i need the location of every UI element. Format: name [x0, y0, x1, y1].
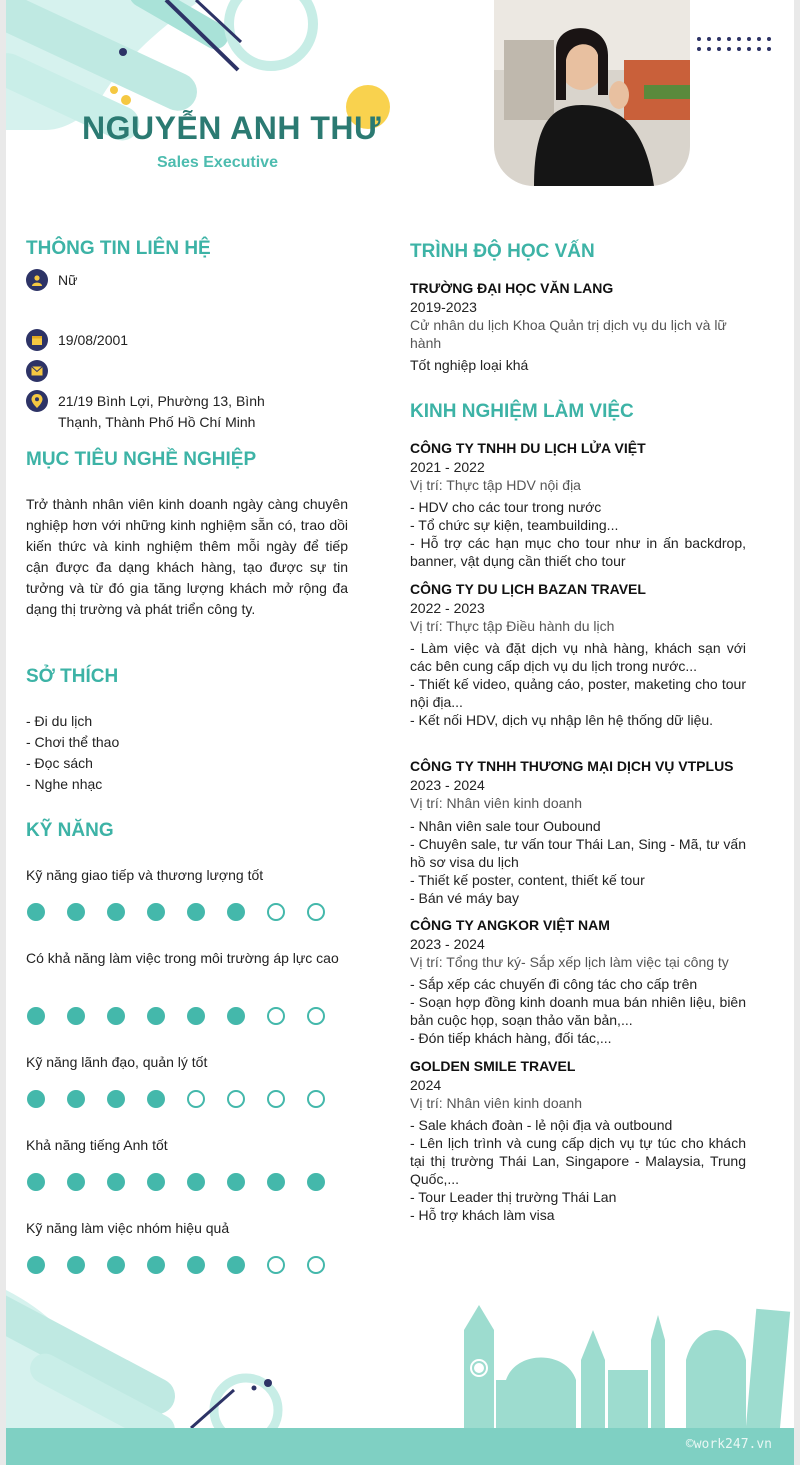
- company-name: CÔNG TY DU LỊCH BAZAN TRAVEL: [410, 581, 646, 597]
- education-title: TRÌNH ĐỘ HỌC VẤN: [410, 241, 595, 262]
- contact-email: [26, 361, 48, 382]
- job-years: 2021 - 2022: [410, 459, 485, 475]
- skill-label: Kỹ năng lãnh đạo, quản lý tốt: [26, 1054, 208, 1070]
- rating-dot-empty: [267, 903, 285, 921]
- job-years: 2022 - 2023: [410, 600, 485, 616]
- birthday-value: 19/08/2001: [58, 332, 129, 348]
- rating-dot-empty: [187, 1090, 205, 1108]
- contact-title: THÔNG TIN LIÊN HỆ: [26, 238, 211, 259]
- rating-dot-empty: [307, 1007, 325, 1025]
- rating-dot-filled: [107, 1007, 125, 1025]
- company-name: CÔNG TY ANGKOR VIỆT NAM: [410, 917, 610, 933]
- gender-value: Nữ: [58, 272, 78, 288]
- objective-text: Trở thành nhân viên kinh doanh ngày càng chuyên nghiệp hơn với những kinh nghiệm sẵn có, trao dồi kiến thức và kinh nghiệm thêm mỗi ngày để tiếp cận được đa dạng khách hàng, tạo được sự tin tưởng và từ đó gia tăng lượng khách mở rộng đa dạng thị trường và phát triển công ty.: [26, 496, 348, 617]
- rating-dot-empty: [227, 1090, 245, 1108]
- job-bullet: - Sắp xếp các chuyến đi công tác cho cấp trên: [410, 976, 698, 992]
- job-bullet: - Chuyên sale, tư vấn tour Thái Lan, Sing - Mã, tư vấn hồ sơ visa du lịch: [410, 836, 746, 870]
- rating-dot-filled: [307, 1173, 325, 1191]
- rating-dot-empty: [267, 1256, 285, 1274]
- job-years: 2024: [410, 1077, 442, 1093]
- skill-label: Có khả năng làm việc trong môi trường áp lực cao: [26, 950, 339, 966]
- school-years: 2019-2023: [410, 299, 477, 315]
- rating-dot-filled: [147, 1090, 165, 1108]
- job-bullet: - Thiết kế poster, content, thiết kế tour: [410, 872, 645, 888]
- mail-icon: [26, 360, 48, 382]
- watermark: ©work247.vn: [685, 1437, 772, 1452]
- rating-dot-filled: [27, 903, 45, 921]
- rating-dot-filled: [227, 903, 245, 921]
- job-bullet: - Đón tiếp khách hàng, đối tác,...: [410, 1030, 612, 1046]
- rating-dot-filled: [27, 1173, 45, 1191]
- rating-dot-filled: [67, 903, 85, 921]
- rating-dot-filled: [187, 903, 205, 921]
- rating-dot-filled: [67, 1173, 85, 1191]
- job-position: Vị trí: Nhân viên kinh doanh: [410, 1095, 582, 1111]
- job-bullet: - HDV cho các tour trong nước: [410, 499, 602, 515]
- skills-title: KỸ NĂNG: [26, 820, 114, 841]
- rating-dot-empty: [307, 1256, 325, 1274]
- rating-dot-filled: [227, 1173, 245, 1191]
- job-entry: [410, 439, 746, 570]
- job-bullet: - Bán vé máy bay: [410, 890, 519, 906]
- skill-rating: [27, 1173, 347, 1191]
- rating-dot-filled: [147, 1256, 165, 1274]
- job-position: Vị trí: Thực tập HDV nội địa: [410, 477, 581, 493]
- hobby-item: - Nghe nhạc: [26, 776, 103, 792]
- contact-gender: [26, 270, 77, 291]
- rating-dot-filled: [227, 1256, 245, 1274]
- rating-dot-empty: [267, 1007, 285, 1025]
- contact-address: [26, 391, 356, 433]
- experience-title: KINH NGHIỆM LÀM VIỆC: [410, 401, 634, 422]
- rating-dot-filled: [27, 1090, 45, 1108]
- job-years: 2023 - 2024: [410, 777, 485, 793]
- hobby-item: - Đọc sách: [26, 755, 93, 771]
- rating-dot-filled: [107, 1173, 125, 1191]
- job-position: Vị trí: Thực tập Điều hành du lịch: [410, 618, 615, 634]
- job-entry: [410, 757, 746, 907]
- job-bullet: - Nhân viên sale tour Oubound: [410, 818, 601, 834]
- skill-label: Khả năng tiếng Anh tốt: [26, 1137, 168, 1153]
- rating-dot-filled: [107, 903, 125, 921]
- user-icon: [26, 269, 48, 291]
- hobbies-list: [26, 711, 119, 795]
- rating-dot-empty: [267, 1090, 285, 1108]
- objective-title: MỤC TIÊU NGHỀ NGHIỆP: [26, 449, 257, 470]
- contact-birthday: [26, 330, 128, 351]
- calendar-icon: [26, 329, 48, 351]
- rating-dot-filled: [107, 1256, 125, 1274]
- skill-label: Kỹ năng giao tiếp và thương lượng tốt: [26, 867, 264, 883]
- address-value: 21/19 Bình Lợi, Phường 13, Bình Thạnh, Thành Phố Hồ Chí Minh: [58, 393, 265, 430]
- rating-dot-filled: [67, 1090, 85, 1108]
- degree: Cử nhân du lịch Khoa Quản trị dịch vụ du lịch và lữ hành: [410, 317, 727, 351]
- rating-dot-filled: [27, 1007, 45, 1025]
- company-name: CÔNG TY TNHH DU LỊCH LỬA VIỆT: [410, 440, 646, 456]
- rating-dot-filled: [267, 1173, 285, 1191]
- rating-dot-empty: [307, 903, 325, 921]
- job-bullet: - Thiết kế video, quảng cáo, poster, maketing cho tour nội địa...: [410, 676, 746, 710]
- grade: Tốt nghiệp loại khá: [410, 357, 529, 373]
- rating-dot-filled: [27, 1256, 45, 1274]
- job-years: 2023 - 2024: [410, 936, 485, 952]
- rating-dot-filled: [187, 1256, 205, 1274]
- job-position: Vị trí: Tổng thư ký- Sắp xếp lịch làm việc tại công ty: [410, 954, 729, 970]
- job-entry: [410, 916, 746, 1047]
- skill-rating: [27, 1256, 347, 1274]
- job-bullet: - Kết nối HDV, dịch vụ nhập lên hệ thống dữ liệu.: [410, 712, 714, 728]
- dot-grid-decoration: [696, 36, 778, 56]
- person-name: NGUYỄN ANH THƯ: [82, 110, 382, 146]
- job-bullet: - Tổ chức sự kiện, teambuilding...: [410, 517, 619, 533]
- job-bullet: - Hỗ trợ các hạn mục cho tour như in ấn backdrop, banner, vật dụng cần thiết cho tour: [410, 535, 746, 569]
- rating-dot-filled: [67, 1007, 85, 1025]
- job-bullet: - Làm việc và đặt dịch vụ nhà hàng, khách sạn với các bên cung cấp dịch vụ du lịch trong nước...: [410, 640, 746, 674]
- rating-dot-filled: [227, 1007, 245, 1025]
- education-block: [410, 279, 746, 374]
- hobbies-title: SỞ THÍCH: [26, 666, 119, 687]
- hobby-item: - Chơi thể thao: [26, 734, 120, 750]
- skill-label: Kỹ năng làm việc nhóm hiệu quả: [26, 1220, 230, 1236]
- cv-page: [6, 0, 794, 1465]
- job-bullet: - Hỗ trợ khách làm visa: [410, 1207, 555, 1223]
- rating-dot-filled: [187, 1007, 205, 1025]
- job-bullet: - Sale khách đoàn - lẻ nội địa và outbound: [410, 1117, 673, 1133]
- rating-dot-filled: [147, 1173, 165, 1191]
- skill-rating: [27, 903, 347, 921]
- rating-dot-filled: [67, 1256, 85, 1274]
- rating-dot-filled: [147, 1007, 165, 1025]
- company-name: GOLDEN SMILE TRAVEL: [410, 1058, 576, 1074]
- rating-dot-filled: [187, 1173, 205, 1191]
- job-role: Sales Executive: [157, 154, 278, 171]
- company-name: CÔNG TY TNHH THƯƠNG MẠI DỊCH VỤ VTPLUS: [410, 758, 734, 774]
- location-pin-icon: [26, 390, 48, 412]
- job-bullet: - Lên lịch trình và cung cấp dịch vụ tự túc cho khách tại thị trường Thái Lan, Singapore - Malaysia, Trung Quốc,...: [410, 1135, 746, 1187]
- job-entry: [410, 580, 746, 729]
- rating-dot-filled: [147, 903, 165, 921]
- job-bullet: - Soạn hợp đồng kinh doanh mua bán nhiên liệu, biên bản cuộc họp, soạn thảo văn bản,...: [410, 994, 746, 1028]
- skill-rating: [27, 1090, 347, 1108]
- rating-dot-filled: [107, 1090, 125, 1108]
- skill-rating: [27, 1007, 347, 1025]
- hobby-item: - Đi du lịch: [26, 713, 93, 729]
- rating-dot-empty: [307, 1090, 325, 1108]
- profile-photo: [494, 0, 690, 186]
- footer-bar: [6, 1428, 794, 1465]
- job-entry: [410, 1057, 746, 1224]
- landmarks-decoration: [6, 1290, 794, 1430]
- job-bullet: - Tour Leader thị trường Thái Lan: [410, 1189, 617, 1205]
- job-position: Vị trí: Nhân viên kinh doanh: [410, 795, 582, 811]
- school-name: TRƯỜNG ĐẠI HỌC VĂN LANG: [410, 280, 614, 296]
